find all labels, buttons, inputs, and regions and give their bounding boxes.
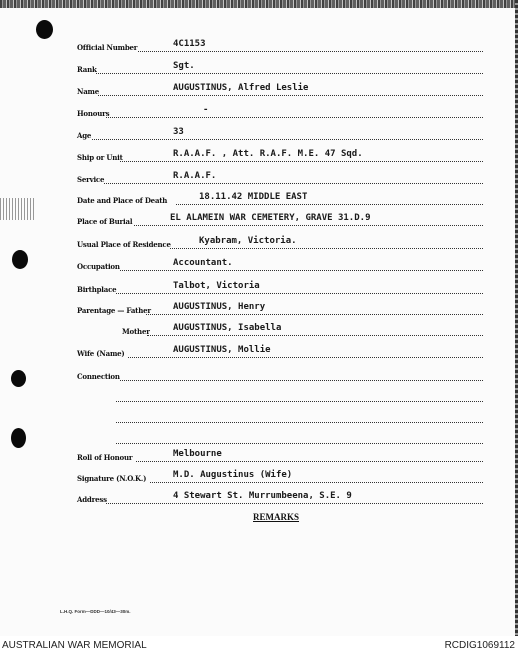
field-value: M.D. Augustinus (Wife)	[173, 470, 293, 480]
field-value: R.A.A.F. , Att. R.A.F. M.E. 47 Sqd.	[173, 149, 363, 159]
field-mother	[0, 318, 518, 338]
field-value: EL ALAMEIN WAR CEMETERY, GRAVE 31.D.9	[170, 213, 371, 223]
connection-extra-line	[0, 426, 518, 446]
field-line	[176, 204, 483, 205]
field-line	[134, 225, 483, 226]
field-line	[116, 401, 483, 402]
field-label: Address	[77, 495, 107, 504]
field-label: Service	[77, 175, 105, 184]
field-label: Place of Burial	[77, 217, 133, 226]
field-label: Rank	[77, 65, 97, 74]
footer-record-id: RCDIG1069112	[444, 640, 515, 651]
field-value: 4C1153	[173, 39, 206, 49]
field-label: Signature (N.O.K.)	[77, 474, 147, 483]
field-label: Roll of Honour	[77, 453, 133, 462]
field-value: 18.11.42 MIDDLE EAST	[199, 192, 308, 202]
field-age	[0, 122, 518, 142]
field-ship-or-unit	[0, 144, 518, 164]
field-line	[170, 248, 483, 249]
field-occupation	[0, 253, 518, 273]
field-signature	[0, 465, 518, 485]
field-line	[120, 380, 483, 381]
field-value: Melbourne	[173, 449, 222, 459]
field-line	[116, 293, 483, 294]
field-line	[104, 183, 483, 184]
field-service	[0, 166, 518, 186]
field-name	[0, 78, 518, 98]
field-address	[0, 486, 518, 506]
footer-source: AUSTRALIAN WAR MEMORIAL	[2, 640, 147, 651]
field-value: AUGUSTINUS, Henry	[173, 302, 266, 312]
field-value: AUGUSTINUS, Alfred Leslie	[173, 83, 309, 93]
field-line	[120, 161, 483, 162]
field-label: Mother	[122, 327, 150, 336]
field-label: Parentage — Father	[77, 306, 151, 315]
field-label: Usual Place of Residence	[77, 240, 171, 249]
field-value: AUGUSTINUS, Isabella	[173, 323, 282, 333]
field-value: 4 Stewart St. Murrumbeena, S.E. 9	[173, 491, 352, 501]
field-label: Occupation	[77, 262, 120, 271]
field-line	[106, 503, 483, 504]
field-label: Honours	[77, 109, 110, 118]
field-line	[96, 73, 483, 74]
scan-top-edge	[0, 0, 518, 8]
field-value: -	[203, 105, 209, 115]
field-value: Sgt.	[173, 61, 195, 71]
field-connection	[0, 363, 518, 383]
field-label: Date and Place of Death	[77, 196, 168, 205]
field-value: Accountant.	[173, 258, 233, 268]
field-line	[150, 482, 483, 483]
field-value: R.A.A.F.	[173, 171, 217, 181]
field-value: Talbot, Victoria	[173, 281, 260, 291]
field-line	[106, 117, 483, 118]
field-honours	[0, 100, 518, 120]
field-label: Birthplace	[77, 285, 117, 294]
field-line	[136, 461, 483, 462]
field-line	[116, 422, 483, 423]
field-label: Age	[77, 131, 92, 140]
form-print-reference: L.H.Q. Form—DDD—10/43—30m.	[60, 609, 131, 614]
field-line	[147, 335, 483, 336]
field-line	[98, 95, 483, 96]
field-label: Wife (Name)	[77, 349, 125, 358]
field-wife	[0, 340, 518, 360]
field-birthplace	[0, 276, 518, 296]
field-line	[146, 314, 483, 315]
field-place-of-burial	[0, 208, 518, 228]
field-value: 33	[173, 127, 184, 137]
field-label: Connection	[77, 372, 120, 381]
field-line	[92, 139, 483, 140]
field-official-number	[0, 34, 518, 54]
field-rank	[0, 56, 518, 76]
field-value: Kyabram, Victoria.	[199, 236, 297, 246]
field-line	[138, 51, 483, 52]
field-father	[0, 297, 518, 317]
field-date-place-death	[0, 187, 518, 207]
remarks-heading: REMARKS	[253, 512, 300, 522]
field-residence	[0, 231, 518, 251]
field-line	[120, 270, 483, 271]
connection-extra-line	[0, 384, 518, 404]
field-roll-of-honour	[0, 444, 518, 464]
field-line	[128, 357, 483, 358]
field-label: Name	[77, 87, 99, 96]
archive-footer	[0, 636, 518, 654]
field-label: Official Number	[77, 43, 138, 52]
connection-extra-line	[0, 405, 518, 425]
field-value: AUGUSTINUS, Mollie	[173, 345, 271, 355]
field-label: Ship or Unit	[77, 153, 123, 162]
